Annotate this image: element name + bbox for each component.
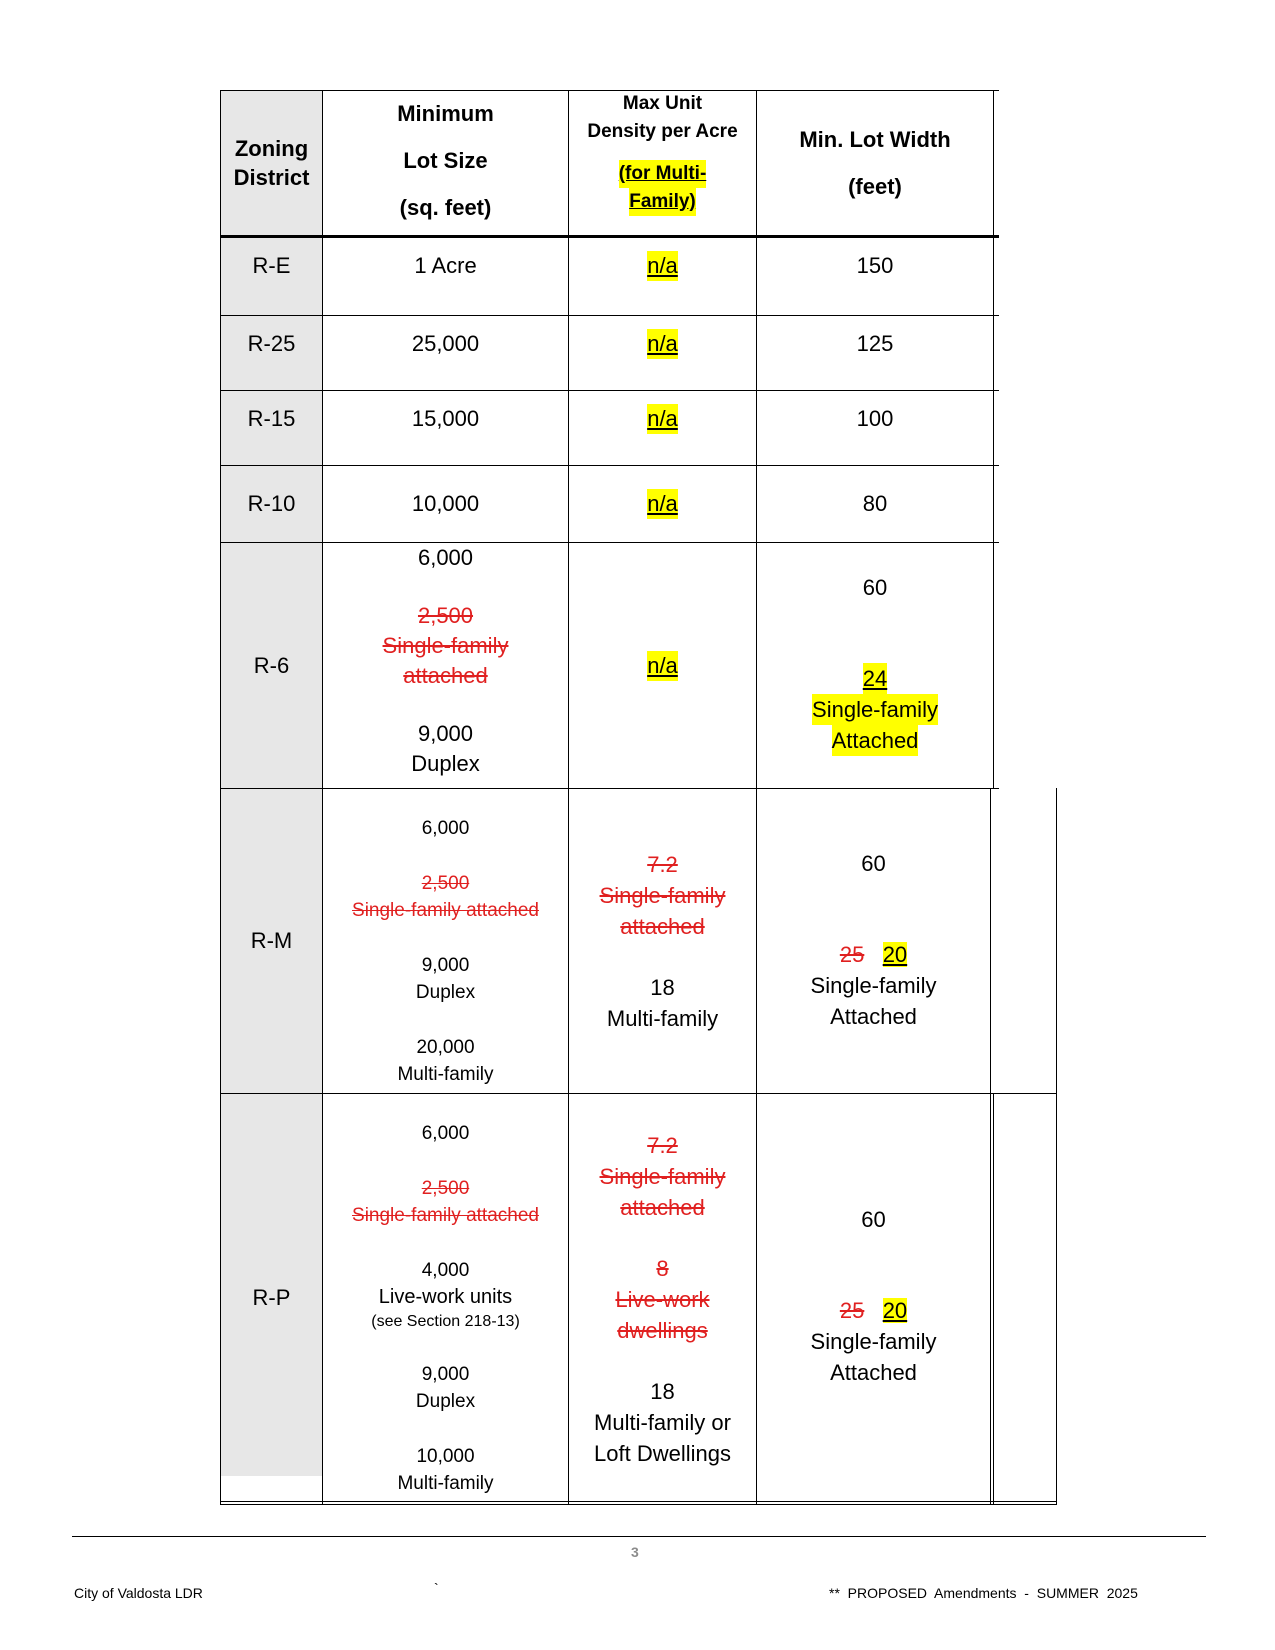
header-lot-size-line-2: Lot Size (403, 148, 488, 173)
row-r6-lot-duplex-label: Duplex (411, 751, 480, 776)
row-rm-density (569, 789, 756, 1093)
row-r10-district (221, 466, 322, 542)
row-r6-width (757, 543, 993, 788)
table-bottom-border-double (221, 1504, 1057, 1505)
row-r10-density-text: n/a (647, 489, 678, 519)
row-rm-lot-multi-value: 20,000 (416, 1037, 475, 1058)
header-density (569, 90, 756, 235)
row-r6-density (569, 543, 756, 788)
row-rp-lot-struck-value: 2,500 (421, 1178, 470, 1199)
row-rp-width-base: 60 (861, 1207, 886, 1232)
row-r6-lot-struck-label-1: Single-family (382, 633, 509, 658)
row-r6-district (221, 543, 322, 788)
row-r25-district (221, 316, 322, 372)
row-rp-density-struck-label-4: dwellings (617, 1318, 708, 1343)
row-r15-density (569, 391, 756, 447)
row-r15-width-text: 100 (856, 406, 894, 431)
footer-rule (72, 1536, 1206, 1537)
row-rm-density-multi-label: Multi-family (606, 1006, 719, 1031)
row-rm-lot-base: 6,000 (421, 818, 470, 839)
row-rp-lot-live-note: (see Section 218-13) (371, 1313, 520, 1330)
row-rm-district-text: R-M (250, 928, 293, 953)
row-r25-width-text: 125 (856, 331, 894, 356)
row-r6-district-text: R-6 (253, 652, 290, 678)
header-width-line-1: Min. Lot Width (799, 126, 951, 152)
row-rp-width (757, 1094, 990, 1501)
row-r10-lot-size (323, 466, 568, 542)
row-r15-district-text: R-15 (247, 406, 296, 431)
header-density-line-1: Max Unit (622, 93, 703, 114)
row-rm-lot-duplex-label: Duplex (415, 982, 476, 1003)
header-width (757, 90, 993, 235)
row-r25-lot-size-text: 25,000 (411, 331, 480, 356)
footer-center-mark: ` (434, 1580, 439, 1596)
row-r6-width-new-label-1: Single-family (812, 694, 938, 725)
row-rp-lot-multi-label: Multi-family (397, 1473, 494, 1494)
row-r6-width-base: 60 (862, 575, 888, 600)
row-rp-density-multi-label-2: Loft Dwellings (594, 1441, 731, 1466)
row-rp-lot-multi-value: 10,000 (416, 1446, 475, 1467)
row-rm-lot-multi-label: Multi-family (397, 1064, 494, 1085)
row-rm-width-label-2: Attached (830, 1004, 917, 1029)
page-number: 3 (631, 1544, 639, 1560)
row-r10-lot-size-text: 10,000 (411, 491, 480, 516)
row-rp-lot-struck-label: Single-family attached (352, 1205, 539, 1226)
row-rm-density-struck-label-2: attached (620, 914, 705, 939)
row-re-district-text: R-E (252, 253, 291, 278)
header-district (221, 90, 322, 235)
row-r10-width-text: 80 (862, 491, 888, 516)
row-r15-lot-size (323, 391, 568, 447)
row-r6-lot-struck-label-2: attached (403, 663, 488, 688)
row-rp-density-struck-label-1: Single-family (599, 1164, 726, 1189)
row-rm-width-label-1: Single-family (810, 973, 937, 998)
row-r10-district-text: R-10 (247, 491, 296, 516)
row-re-density (569, 238, 756, 294)
row-rp-density (569, 1094, 756, 1501)
header-width-line-2: (feet) (848, 173, 902, 199)
row-rp-density-multi-value: 18 (650, 1379, 675, 1404)
row-rp-lot-duplex-value: 9,000 (421, 1364, 470, 1385)
row-rp-lot-base: 6,000 (421, 1123, 470, 1144)
row-r25-district-text: R-25 (247, 331, 296, 356)
row-r6-width-new-label-2: Attached (832, 725, 919, 756)
row-rm-lot-size (323, 789, 568, 1093)
row-rp-density-struck-label-3: Live-work (615, 1287, 710, 1312)
row-rp-width-label-1: Single-family (810, 1329, 937, 1354)
col-border-5 (1056, 788, 1057, 1505)
row-rm-density-multi-value: 18 (650, 975, 675, 1000)
row-r6-lot-struck-value: 2,500 (417, 603, 474, 628)
row-re-width-text: 150 (856, 253, 894, 278)
col-border-4-upper (993, 90, 994, 788)
row-r10-width (757, 466, 993, 542)
col-border-4-lower (990, 788, 991, 1505)
row-rp-density-struck-value-2: 8 (656, 1256, 669, 1281)
row-rp-lot-live-value: 4,000 (421, 1260, 470, 1281)
col-border-4-lower-double (993, 1093, 994, 1505)
header-lot-size-line-3: (sq. feet) (399, 195, 492, 220)
footer-right-text: ** PROPOSED Amendments - SUMMER 2025 (829, 1585, 1138, 1601)
row-re-density-text: n/a (647, 251, 678, 281)
row-r6-lot-base: 6,000 (417, 545, 474, 570)
row-rm-district (221, 789, 322, 1093)
row-r25-density (569, 316, 756, 372)
row-re-lot-size-text: 1 Acre (414, 253, 477, 278)
header-lot-size-line-1: Minimum (397, 101, 494, 126)
row-r6-width-new-value: 24 (863, 663, 887, 694)
header-density-line-3: (for Multi- (619, 160, 707, 188)
row-rp-width-change (840, 1295, 907, 1326)
row-rm-width-change (840, 939, 907, 970)
row-rm-width-new: 20 (882, 942, 908, 967)
row-r15-density-text: n/a (647, 404, 678, 434)
header-district-line-2: District (233, 164, 310, 190)
row-r25-width (757, 316, 993, 372)
row-r6-density-text: n/a (647, 651, 678, 681)
row-rm-lot-duplex-value: 9,000 (421, 955, 470, 976)
header-lot-size (323, 90, 568, 235)
row-rm-lot-struck-value: 2,500 (421, 873, 470, 894)
row-rm-density-struck-value: 7.2 (647, 852, 678, 877)
row-r6-lot-size (323, 543, 568, 788)
header-density-line-4: Family) (629, 188, 696, 216)
row-rm-density-struck-label-1: Single-family (599, 883, 726, 908)
header-district-line-1: Zoning (234, 135, 309, 161)
row-rp-width-old: 25 (839, 1298, 865, 1323)
row-r25-lot-size (323, 316, 568, 372)
row-rp-lot-size (323, 1094, 568, 1501)
row-rp-lot-duplex-label: Duplex (415, 1391, 476, 1412)
row-rp-district-text: R-P (252, 1284, 291, 1310)
row-rp-width-new: 20 (882, 1298, 908, 1323)
table-bottom-border (221, 1501, 1057, 1502)
row-rm-width-old: 25 (839, 942, 865, 967)
row-rp-density-multi-label-1: Multi-family or (594, 1410, 731, 1435)
row-r15-district (221, 391, 322, 447)
row-r15-width (757, 391, 993, 447)
row-rm-width (757, 789, 990, 1093)
row-re-width (757, 238, 993, 294)
row-rp-density-struck-label-2: attached (620, 1195, 705, 1220)
row-r15-lot-size-text: 15,000 (411, 406, 480, 431)
row-rm-lot-struck-label: Single-family attached (352, 900, 539, 921)
header-density-line-2: Density per Acre (587, 121, 738, 142)
row-r25-density-text: n/a (647, 329, 678, 359)
row-r6-lot-duplex-value: 9,000 (417, 721, 474, 746)
row-rp-width-label-2: Attached (830, 1360, 917, 1385)
row-rp-lot-live-label: Live-work units (378, 1286, 513, 1308)
row-r10-density (569, 466, 756, 542)
row-rp-district (221, 1094, 322, 1501)
row-re-lot-size (323, 238, 568, 294)
row-re-district (221, 238, 322, 294)
row-rp-density-struck-value-1: 7.2 (647, 1133, 678, 1158)
row-rm-width-base: 60 (861, 851, 886, 876)
footer-left-text: City of Valdosta LDR (74, 1585, 203, 1601)
